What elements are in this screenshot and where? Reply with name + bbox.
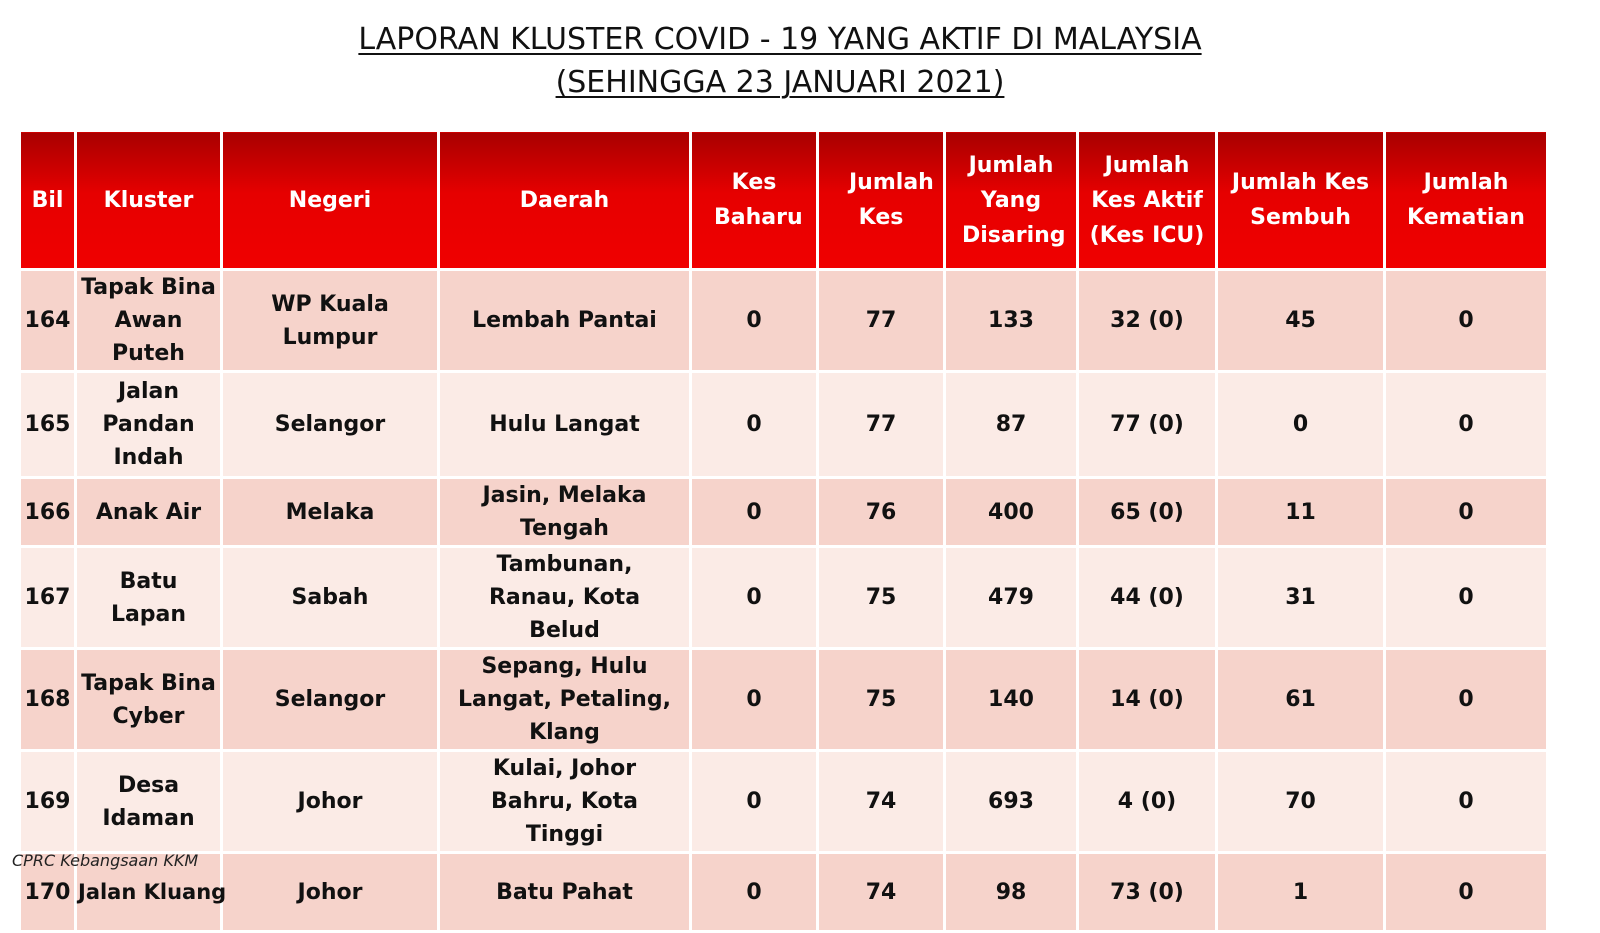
cell-jumlah-kes: 74 — [818, 853, 945, 932]
cell-kluster: Tapak Bina Awan Puteh — [76, 270, 222, 372]
table-header-row — [20, 131, 1548, 270]
header-bil: Bil — [20, 131, 76, 270]
header-kematian: Jumlah Kematian — [1385, 131, 1548, 270]
header-kes-baharu: Kes Baharu — [691, 131, 818, 270]
cell-kluster: Jalan Pandan Indah — [76, 372, 222, 478]
cell-kes-aktif: 14 (0) — [1078, 649, 1217, 751]
cell-negeri: WP Kuala Lumpur — [222, 270, 439, 372]
cell-negeri: Melaka — [222, 478, 439, 547]
cell-kematian: 0 — [1385, 853, 1548, 932]
cluster-table — [18, 129, 1549, 933]
header-kes-aktif: Jumlah Kes Aktif (Kes ICU) — [1078, 131, 1217, 270]
cell-jumlah-disaring: 98 — [945, 853, 1078, 932]
header-kluster: Kluster — [76, 131, 222, 270]
cell-kematian: 0 — [1385, 478, 1548, 547]
cell-jumlah-disaring: 133 — [945, 270, 1078, 372]
table-row — [20, 478, 1548, 547]
cell-bil: 169 — [20, 751, 76, 853]
cell-bil: 167 — [20, 547, 76, 649]
source-credit: CPRC Kebangsaan KKM — [12, 851, 199, 870]
title-line-2: (SEHINGGA 23 JANUARI 2021) — [555, 65, 1005, 100]
cell-kes-baharu: 0 — [691, 547, 818, 649]
cell-daerah: Tambunan, Ranau, Kota Belud — [439, 547, 691, 649]
cell-daerah: Hulu Langat — [439, 372, 691, 478]
table-row — [20, 853, 1548, 932]
cell-jumlah-kes: 75 — [818, 547, 945, 649]
cell-negeri: Johor — [222, 751, 439, 853]
cell-kes-sembuh: 70 — [1217, 751, 1385, 853]
cell-kes-sembuh: 1 — [1217, 853, 1385, 932]
cell-kes-aktif: 4 (0) — [1078, 751, 1217, 853]
cell-negeri: Selangor — [222, 649, 439, 751]
cell-kes-baharu: 0 — [691, 478, 818, 547]
cell-kes-sembuh: 45 — [1217, 270, 1385, 372]
cell-kes-aktif: 77 (0) — [1078, 372, 1217, 478]
cell-kes-sembuh: 0 — [1217, 372, 1385, 478]
cell-kes-sembuh: 11 — [1217, 478, 1385, 547]
table-row — [20, 372, 1548, 478]
cell-kes-aktif: 65 (0) — [1078, 478, 1217, 547]
cell-bil: 164 — [20, 270, 76, 372]
cell-jumlah-kes: 77 — [818, 270, 945, 372]
cell-kluster: Batu Lapan — [76, 547, 222, 649]
cell-kluster: Anak Air — [76, 478, 222, 547]
cell-jumlah-disaring: 140 — [945, 649, 1078, 751]
cell-negeri: Sabah — [222, 547, 439, 649]
cell-kes-baharu: 0 — [691, 649, 818, 751]
cell-jumlah-disaring: 479 — [945, 547, 1078, 649]
header-kes-sembuh: Jumlah Kes Sembuh — [1217, 131, 1385, 270]
cell-daerah: Lembah Pantai — [439, 270, 691, 372]
cell-jumlah-disaring: 87 — [945, 372, 1078, 478]
cell-bil: 170 — [20, 853, 76, 932]
cell-kes-aktif: 44 (0) — [1078, 547, 1217, 649]
cell-kes-baharu: 0 — [691, 372, 818, 478]
table-row — [20, 649, 1548, 751]
cell-kematian: 0 — [1385, 649, 1548, 751]
cell-bil: 166 — [20, 478, 76, 547]
cell-jumlah-kes: 74 — [818, 751, 945, 853]
cell-kes-sembuh: 61 — [1217, 649, 1385, 751]
cell-kematian: 0 — [1385, 547, 1548, 649]
cell-jumlah-kes: 76 — [818, 478, 945, 547]
table-row — [20, 547, 1548, 649]
cell-daerah: Kulai, Johor Bahru, Kota Tinggi — [439, 751, 691, 853]
table-row — [20, 270, 1548, 372]
cell-negeri: Selangor — [222, 372, 439, 478]
cell-kluster: Tapak Bina Cyber — [76, 649, 222, 751]
header-jumlah-kes: Jumlah Kes — [818, 131, 945, 270]
header-daerah: Daerah — [439, 131, 691, 270]
cell-daerah: Batu Pahat — [439, 853, 691, 932]
header-jumlah-disaring: Jumlah Yang Disaring — [945, 131, 1078, 270]
cell-kes-baharu: 0 — [691, 270, 818, 372]
cell-bil: 168 — [20, 649, 76, 751]
cell-jumlah-disaring: 693 — [945, 751, 1078, 853]
cell-bil: 165 — [20, 372, 76, 478]
cell-kes-sembuh: 31 — [1217, 547, 1385, 649]
cell-kematian: 0 — [1385, 372, 1548, 478]
cell-kes-baharu: 0 — [691, 751, 818, 853]
cell-daerah: Jasin, Melaka Tengah — [439, 478, 691, 547]
cell-kes-baharu: 0 — [691, 853, 818, 932]
cell-kes-aktif: 73 (0) — [1078, 853, 1217, 932]
cell-jumlah-kes: 75 — [818, 649, 945, 751]
cell-daerah: Sepang, Hulu Langat, Petaling, Klang — [439, 649, 691, 751]
header-negeri: Negeri — [222, 131, 439, 270]
table-row — [20, 751, 1548, 853]
cell-kluster: Desa Idaman — [76, 751, 222, 853]
cell-jumlah-kes: 77 — [818, 372, 945, 478]
page-title — [0, 18, 1560, 104]
cell-kematian: 0 — [1385, 270, 1548, 372]
cell-negeri: Johor — [222, 853, 439, 932]
cell-kematian: 0 — [1385, 751, 1548, 853]
cell-jumlah-disaring: 400 — [945, 478, 1078, 547]
title-line-1: LAPORAN KLUSTER COVID - 19 YANG AKTIF DI MALAYSIA — [358, 22, 1202, 57]
cell-kluster: Jalan Kluang — [76, 853, 222, 932]
cell-kes-aktif: 32 (0) — [1078, 270, 1217, 372]
